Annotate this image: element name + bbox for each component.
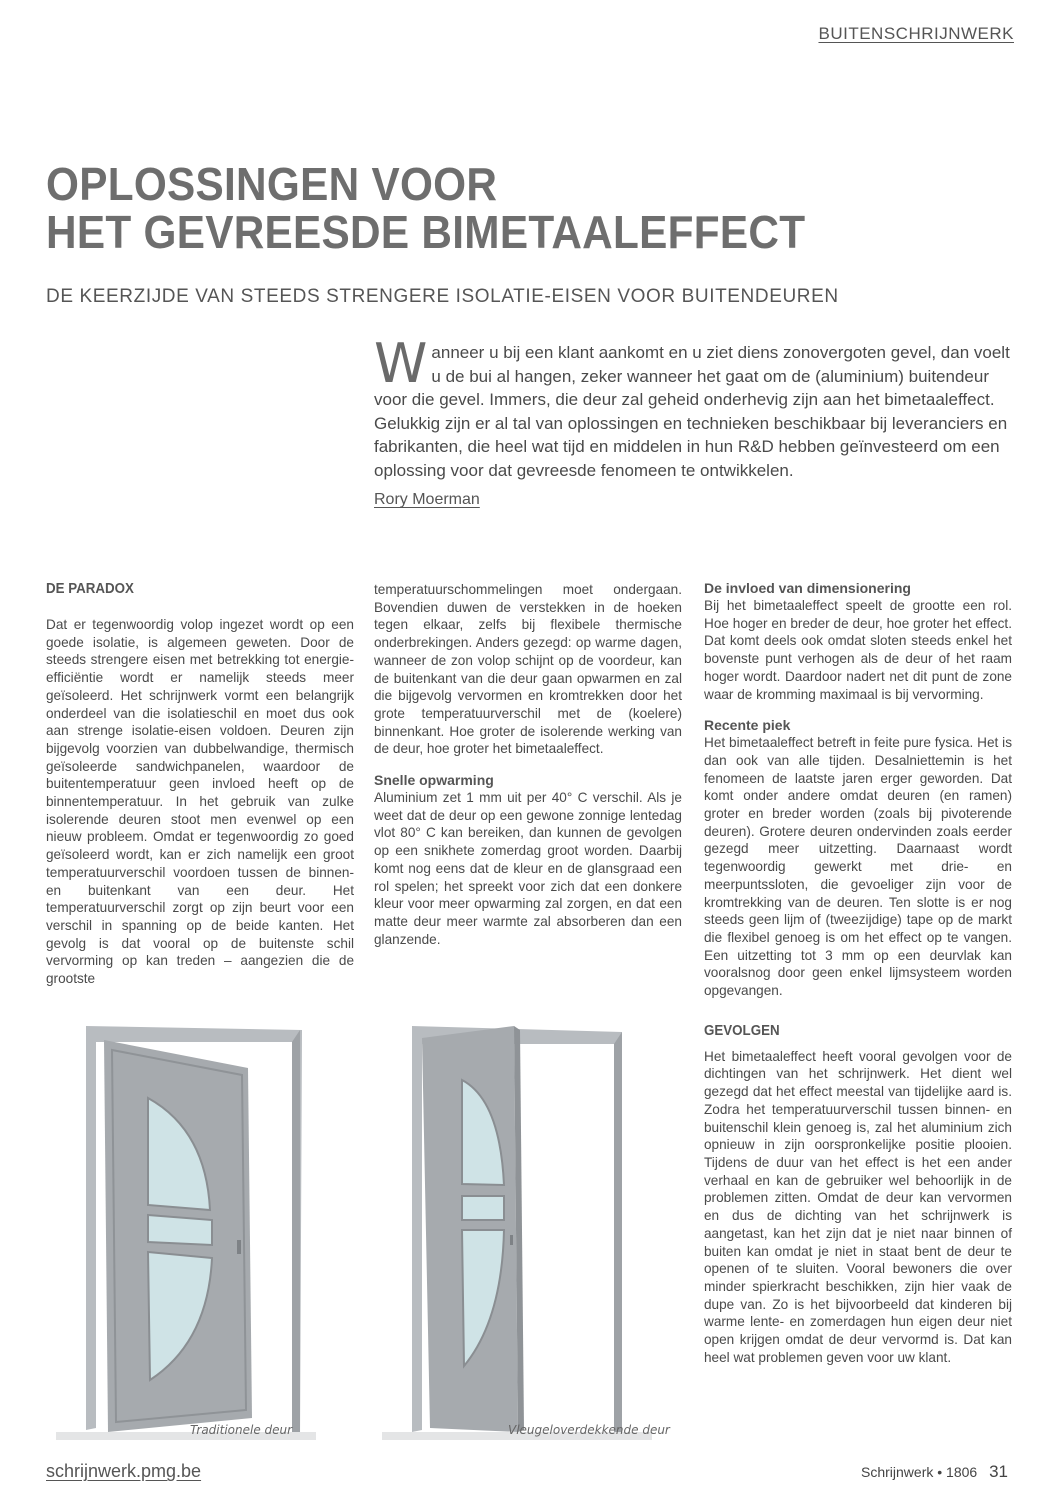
glass-middle xyxy=(462,1196,504,1220)
column-1 xyxy=(46,580,354,988)
author-byline: Rory Moerman xyxy=(374,491,480,508)
col3-paragraph-2: Het bimetaaleffect betreft in feite pure fysica. Het is dan ook van alle tijden. Desalniettemin is het fenomeen de laatste jaren erger geworden. Dat komt onder andere omdat deuren (en ramen) groter en breder worden (zoals bij pivoterende deuren). Grotere deuren ondervinden zoals eerder gezegd meer uitzetting. Daarnaast wordt tegenwoordig gewerkt met drie- en meerpuntssloten, die gevoeliger zijn voor de kromtrekking van de deuren. Ten slotte is er nog steeds geen lijm of (tweezijdige) tape op de markt die flexibel genoeg is om het effect op te vangen. Een uitzetting tot 3 mm op een deurvlak kan vooralsnog door geen enkel lijmsysteem worden opgevangen. xyxy=(704,735,1012,999)
intro-paragraph xyxy=(374,332,1014,482)
col3-paragraph-3: Het bimetaaleffect heeft vooral gevolgen voor de dichtingen van het schrijnwerk. Het dient wel gezegd dat het effect meestal van tijdelijke aard is. Zodra het temperatuurverschil tussen binnen- en buitenschil klein genoeg is, zal het aluminium zich opnieuw in zijn oorspronkelijke positie plooien. Tijdens de duur van het effect is het een ander verhaal en kan de gebruiker wel behoorlijk in de problemen zitten. Omdat de deur kan vervormen en dus de dichting van het schrijnwerk is aangetast, kan het zijn dat je niet naar binnen of buiten kan omdat je niet in staat bent de deur te openen of te sluiten. Vooral bewoners die over minder spierkracht beschikken, zijn hier vaak de dupe van. Zo is het bijvoorbeeld dat kinderen bij warme lente- en zomerdagen hun eigen deur niet open krijgen omdat de deur vervormd is. Dat kan heel wat problemen geven voor uw klant. xyxy=(704,1048,1012,1365)
article-title xyxy=(46,160,874,256)
glass-middle xyxy=(148,1215,212,1245)
col2-paragraph-1: temperatuurschommelingen moet ondergaan. Bovendien duwen de verstekken in de hoeken tegen elkaar, zelfs bij flexibele thermische onderbrekingen. Anders gezegd: op warme dagen, wanneer de zon volop schijnt op de voordeur, kan de buitenkant van die deur gaan opwarmen en zal die bijgevolg vervormen en kromtrekken door het grote temperatuurverschil met de (koelere) binnenkant. Hoe groter de isolerende werking van de deur, hoe groter het bimetaaleffect. xyxy=(374,582,682,757)
title-line-2: HET GEVREESDE BIMETAALEFFECT xyxy=(46,206,806,258)
article-subtitle: DE KEERZIJDE VAN STEEDS STRENGERE ISOLATIE-EISEN VOOR BUITENDEUREN xyxy=(46,286,839,307)
col2-paragraph-2: Aluminium zet 1 mm uit per 40° C verschil. Als je weet dat de deur op een gewone zonnige lentedag vlot 80° C kan bereiken, dan kunnen de gevolgen op een snikhete zomerdag groot worden. Daarbij komt nog eens dat de kleur en de glansgraad een rol spelen; het spreekt voor zich dat een donkere kleur voor meer opwarming zal zorgen, en dat een matte deur meer warmte zal absorberen dan een glanzende. xyxy=(374,790,682,947)
col1-paragraph: Dat er tegenwoordig volop ingezet wordt op een goede isolatie, is algemeen geweten. Door de steeds strengere eisen met betrekking tot energie-efficiëntie wordt er namelijk steeds meer geïsoleerd. Het schrijnwerk vormt een belangrijk onderdeel van die isolatieschil en moet dus ook aan strenge isolatie-eisen voldoen. Deuren zijn bijgevolg voorzien van dubbelwandige, thermisch geïsoleerde sandwichpanelen, waardoor de buitentemperatuur geen invloed heeft op de binnentemperatuur. In het gebruik van zulke isolerende deuren stoot men evenwel op een nieuw probleem. Omdat er tegenwoordig zo goed geïsoleerd wordt, kan er zich namelijk een groot temperatuurverschil voordoen tussen de binnen- en buitenkant van een deur. Het temperatuurverschil zorgt op zijn beurt voor een verschil in spanning op de beide kanten. Het gevolg is dat vooral op de buitenste schil vervorming op kan treden – aangezien die de grootste xyxy=(46,617,354,987)
heading-paradox: DE PARADOX xyxy=(46,581,134,597)
col3-paragraph-1: Bij het bimetaaleffect speelt de grootte een rol. Hoe hoger en breder de deur, hoe groter het effect. Dat komt deels ook omdat sloten steeds enkel het bovenste punt verhogen als de deur of het raam hoger wordt. Daardoor nadert net dit punt de zone waar de kromming maximaal is bij vervorming. xyxy=(704,598,1012,702)
caption-overlapping-door: Vleugeloverdekkende deur xyxy=(508,1423,670,1437)
overlapping-door-illustration xyxy=(382,1020,652,1440)
website-link[interactable]: schrijnwerk.pmg.be xyxy=(46,1461,202,1481)
heading-recente-piek: Recente piek xyxy=(704,717,791,734)
column-3 xyxy=(704,580,1012,1366)
heading-snelle-opwarming: Snelle opwarming xyxy=(374,772,494,789)
page-number: 31 xyxy=(989,1462,1008,1481)
heading-gevolgen: GEVOLGEN xyxy=(704,1022,780,1039)
issue-label: Schrijnwerk • 1806 xyxy=(861,1464,978,1480)
heading-dimensionering: De invloed van dimensionering xyxy=(704,580,911,596)
column-2 xyxy=(374,581,682,948)
door-handle xyxy=(510,1235,513,1245)
footer-issue xyxy=(861,1462,1008,1482)
intro-text: anneer u bij een klant aankomt en u ziet diens zonovergoten gevel, dan voelt u de bui al hangen, zeker wanneer het gaat om de (aluminium) buitendeur voor die gevel. Immers, die deur zal geheid onderhevig zijn aan het bimetaaleffect. Gelukkig zijn er al tal van oplossingen en technieken beschikbaar bij leveranciers en fabrikanten, die heel wat tijd en middelen in hun R&D hebben geïnvesteerd om een oplossing voor dat gevreesde fenomeen te ontwikkelen. xyxy=(374,343,1010,480)
title-line-1: OPLOSSINGEN VOOR xyxy=(46,158,498,210)
section-tag: BUITENSCHRIJNWERK xyxy=(818,24,1014,43)
traditional-door-illustration xyxy=(56,1020,316,1440)
caption-traditional-door: Traditionele deur xyxy=(190,1423,293,1437)
door-handle xyxy=(237,1240,241,1254)
drop-cap: W xyxy=(374,332,428,395)
